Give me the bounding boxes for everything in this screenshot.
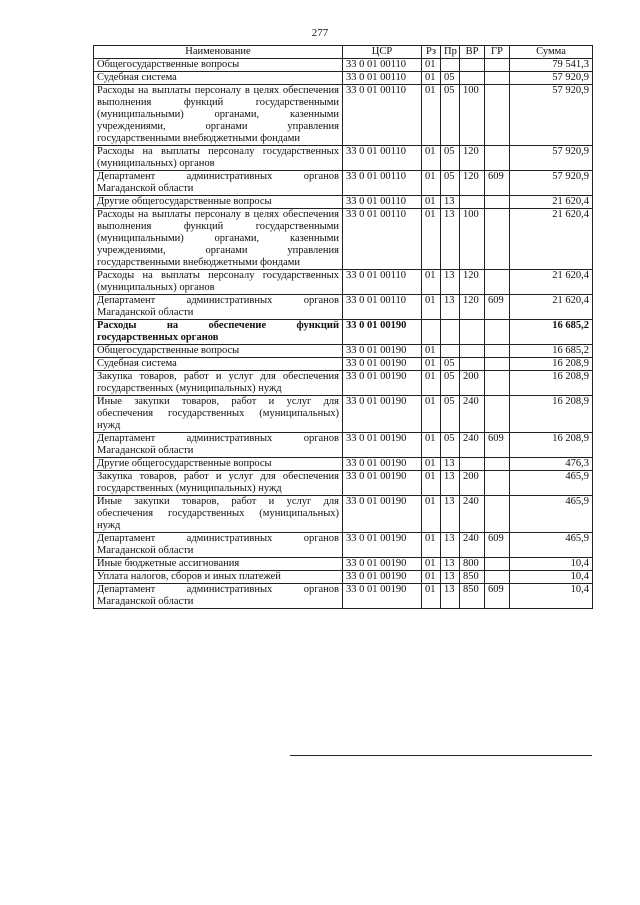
vr-cell: 850 bbox=[460, 584, 485, 609]
sum-cell: 21 620,4 bbox=[510, 270, 593, 295]
csr-cell: 33 0 01 00110 bbox=[343, 146, 422, 171]
rz-cell: 01 bbox=[422, 358, 441, 371]
rz-cell: 01 bbox=[422, 270, 441, 295]
csr-cell: 33 0 01 00190 bbox=[343, 471, 422, 496]
sum-cell: 16 685,2 bbox=[510, 345, 593, 358]
csr-cell: 33 0 01 00190 bbox=[343, 458, 422, 471]
header-csr: ЦСР bbox=[343, 46, 422, 59]
gr-cell bbox=[485, 345, 510, 358]
gr-cell bbox=[485, 358, 510, 371]
pr-cell bbox=[441, 59, 460, 72]
rz-cell bbox=[422, 320, 441, 345]
sum-cell: 21 620,4 bbox=[510, 295, 593, 320]
sum-cell: 10,4 bbox=[510, 558, 593, 571]
pr-cell: 13 bbox=[441, 270, 460, 295]
pr-cell: 13 bbox=[441, 496, 460, 533]
csr-cell: 33 0 01 00190 bbox=[343, 571, 422, 584]
pr-cell: 05 bbox=[441, 433, 460, 458]
table-row bbox=[94, 433, 593, 458]
gr-cell: 609 bbox=[485, 584, 510, 609]
footer-rule bbox=[290, 755, 592, 756]
rz-cell: 01 bbox=[422, 458, 441, 471]
sum-cell: 476,3 bbox=[510, 458, 593, 471]
csr-cell: 33 0 01 00110 bbox=[343, 171, 422, 196]
name-cell: Департамент административных органов Магаданской области bbox=[94, 295, 343, 320]
rz-cell: 01 bbox=[422, 295, 441, 320]
vr-cell bbox=[460, 458, 485, 471]
name-cell: Департамент административных органов Магаданской области bbox=[94, 433, 343, 458]
table-row bbox=[94, 85, 593, 146]
rz-cell: 01 bbox=[422, 558, 441, 571]
gr-cell bbox=[485, 146, 510, 171]
csr-cell: 33 0 01 00110 bbox=[343, 196, 422, 209]
rz-cell: 01 bbox=[422, 59, 441, 72]
csr-cell: 33 0 01 00190 bbox=[343, 345, 422, 358]
table-row bbox=[94, 396, 593, 433]
gr-cell bbox=[485, 85, 510, 146]
pr-cell: 13 bbox=[441, 458, 460, 471]
name-cell: Департамент административных органов Магаданской области bbox=[94, 171, 343, 196]
pr-cell: 13 bbox=[441, 471, 460, 496]
gr-cell bbox=[485, 496, 510, 533]
name-cell: Департамент административных органов Магаданской области bbox=[94, 533, 343, 558]
csr-cell: 33 0 01 00190 bbox=[343, 371, 422, 396]
rz-cell: 01 bbox=[422, 496, 441, 533]
pr-cell: 05 bbox=[441, 72, 460, 85]
header-pr: Пр bbox=[441, 46, 460, 59]
gr-cell bbox=[485, 196, 510, 209]
vr-cell: 200 bbox=[460, 471, 485, 496]
name-cell: Расходы на выплаты персоналу в целях обеспечения выполнения функций государственными (муниципальными) органами, казенными учреждениями, органами управления государственными внебюджетными фондами bbox=[94, 85, 343, 146]
sum-cell: 57 920,9 bbox=[510, 72, 593, 85]
vr-cell: 240 bbox=[460, 533, 485, 558]
table-row bbox=[94, 146, 593, 171]
sum-cell: 16 208,9 bbox=[510, 433, 593, 458]
header-gr: ГР bbox=[485, 46, 510, 59]
pr-cell: 13 bbox=[441, 209, 460, 270]
table-row bbox=[94, 209, 593, 270]
name-cell: Расходы на выплаты персоналу в целях обеспечения выполнения функций государственными (муниципальными) органами, казенными учреждениями, органами управления государственными внебюджетными фондами bbox=[94, 209, 343, 270]
page-number: 277 bbox=[311, 27, 329, 39]
csr-cell: 33 0 01 00110 bbox=[343, 270, 422, 295]
table-row bbox=[94, 345, 593, 358]
gr-cell bbox=[485, 59, 510, 72]
csr-cell: 33 0 01 00190 bbox=[343, 584, 422, 609]
sum-cell: 57 920,9 bbox=[510, 146, 593, 171]
header-rz: Рз bbox=[422, 46, 441, 59]
pr-cell bbox=[441, 320, 460, 345]
name-cell: Закупка товаров, работ и услуг для обеспечения государственных (муниципальных) нужд bbox=[94, 471, 343, 496]
csr-cell: 33 0 01 00110 bbox=[343, 72, 422, 85]
header-vr: ВР bbox=[460, 46, 485, 59]
sum-cell: 465,9 bbox=[510, 471, 593, 496]
sum-cell: 16 208,9 bbox=[510, 371, 593, 396]
pr-cell: 13 bbox=[441, 571, 460, 584]
name-cell: Уплата налогов, сборов и иных платежей bbox=[94, 571, 343, 584]
vr-cell: 850 bbox=[460, 571, 485, 584]
gr-cell: 609 bbox=[485, 533, 510, 558]
rz-cell: 01 bbox=[422, 533, 441, 558]
name-cell: Другие общегосударственные вопросы bbox=[94, 458, 343, 471]
name-cell: Судебная система bbox=[94, 358, 343, 371]
pr-cell bbox=[441, 345, 460, 358]
table-row bbox=[94, 571, 593, 584]
vr-cell: 120 bbox=[460, 295, 485, 320]
header-sum: Сумма bbox=[510, 46, 593, 59]
name-cell: Расходы на выплаты персоналу государственных (муниципальных) органов bbox=[94, 146, 343, 171]
table-row bbox=[94, 558, 593, 571]
sum-cell: 465,9 bbox=[510, 496, 593, 533]
name-cell: Закупка товаров, работ и услуг для обеспечения государственных (муниципальных) нужд bbox=[94, 371, 343, 396]
pr-cell: 05 bbox=[441, 146, 460, 171]
pr-cell: 05 bbox=[441, 171, 460, 196]
sum-cell: 10,4 bbox=[510, 571, 593, 584]
rz-cell: 01 bbox=[422, 584, 441, 609]
gr-cell bbox=[485, 270, 510, 295]
table-row bbox=[94, 196, 593, 209]
csr-cell: 33 0 01 00190 bbox=[343, 558, 422, 571]
vr-cell: 240 bbox=[460, 496, 485, 533]
pr-cell: 13 bbox=[441, 558, 460, 571]
vr-cell: 120 bbox=[460, 171, 485, 196]
rz-cell: 01 bbox=[422, 471, 441, 496]
name-cell: Иные бюджетные ассигнования bbox=[94, 558, 343, 571]
gr-cell bbox=[485, 571, 510, 584]
gr-cell bbox=[485, 471, 510, 496]
csr-cell: 33 0 01 00110 bbox=[343, 85, 422, 146]
gr-cell bbox=[485, 320, 510, 345]
pr-cell: 05 bbox=[441, 371, 460, 396]
gr-cell bbox=[485, 458, 510, 471]
table-row bbox=[94, 371, 593, 396]
vr-cell: 240 bbox=[460, 396, 485, 433]
gr-cell: 609 bbox=[485, 295, 510, 320]
header-name: Наименование bbox=[94, 46, 343, 59]
rz-cell: 01 bbox=[422, 433, 441, 458]
rz-cell: 01 bbox=[422, 196, 441, 209]
name-cell: Общегосударственные вопросы bbox=[94, 59, 343, 72]
pr-cell: 05 bbox=[441, 358, 460, 371]
gr-cell bbox=[485, 396, 510, 433]
sum-cell: 57 920,9 bbox=[510, 171, 593, 196]
rz-cell: 01 bbox=[422, 171, 441, 196]
rz-cell: 01 bbox=[422, 396, 441, 433]
rz-cell: 01 bbox=[422, 209, 441, 270]
sum-cell: 16 208,9 bbox=[510, 396, 593, 433]
pr-cell: 13 bbox=[441, 533, 460, 558]
table-row bbox=[94, 584, 593, 609]
pr-cell: 05 bbox=[441, 396, 460, 433]
gr-cell bbox=[485, 72, 510, 85]
gr-cell bbox=[485, 209, 510, 270]
csr-cell: 33 0 01 00190 bbox=[343, 433, 422, 458]
vr-cell bbox=[460, 345, 485, 358]
table-row bbox=[94, 471, 593, 496]
csr-cell: 33 0 01 00110 bbox=[343, 295, 422, 320]
vr-cell: 120 bbox=[460, 146, 485, 171]
vr-cell bbox=[460, 358, 485, 371]
csr-cell: 33 0 01 00110 bbox=[343, 209, 422, 270]
pr-cell: 13 bbox=[441, 196, 460, 209]
rz-cell: 01 bbox=[422, 571, 441, 584]
table-row bbox=[94, 59, 593, 72]
csr-cell: 33 0 01 00190 bbox=[343, 358, 422, 371]
table-row bbox=[94, 72, 593, 85]
sum-cell: 16 208,9 bbox=[510, 358, 593, 371]
rz-cell: 01 bbox=[422, 345, 441, 358]
vr-cell: 120 bbox=[460, 270, 485, 295]
table-row bbox=[94, 358, 593, 371]
sum-cell: 57 920,9 bbox=[510, 85, 593, 146]
name-cell: Другие общегосударственные вопросы bbox=[94, 196, 343, 209]
csr-cell: 33 0 01 00190 bbox=[343, 533, 422, 558]
vr-cell: 800 bbox=[460, 558, 485, 571]
name-cell: Иные закупки товаров, работ и услуг для обеспечения государственных (муниципальных) нужд bbox=[94, 396, 343, 433]
csr-cell: 33 0 01 00190 bbox=[343, 396, 422, 433]
rz-cell: 01 bbox=[422, 146, 441, 171]
table-body bbox=[94, 59, 593, 609]
table-row bbox=[94, 533, 593, 558]
vr-cell bbox=[460, 320, 485, 345]
name-cell: Иные закупки товаров, работ и услуг для обеспечения государственных (муниципальных) нужд bbox=[94, 496, 343, 533]
name-cell: Судебная система bbox=[94, 72, 343, 85]
csr-cell: 33 0 01 00110 bbox=[343, 59, 422, 72]
table-row bbox=[94, 171, 593, 196]
sum-cell: 16 685,2 bbox=[510, 320, 593, 345]
gr-cell bbox=[485, 371, 510, 396]
name-cell: Общегосударственные вопросы bbox=[94, 345, 343, 358]
pr-cell: 05 bbox=[441, 85, 460, 146]
csr-cell: 33 0 01 00190 bbox=[343, 496, 422, 533]
gr-cell bbox=[485, 558, 510, 571]
sum-cell: 79 541,3 bbox=[510, 59, 593, 72]
table-row bbox=[94, 295, 593, 320]
rz-cell: 01 bbox=[422, 72, 441, 85]
pr-cell: 13 bbox=[441, 295, 460, 320]
vr-cell: 240 bbox=[460, 433, 485, 458]
table-row bbox=[94, 270, 593, 295]
name-cell: Расходы на обеспечение функций государственных органов bbox=[94, 320, 343, 345]
gr-cell: 609 bbox=[485, 433, 510, 458]
rz-cell: 01 bbox=[422, 85, 441, 146]
table-row bbox=[94, 320, 593, 345]
pr-cell: 13 bbox=[441, 584, 460, 609]
sum-cell: 10,4 bbox=[510, 584, 593, 609]
csr-cell: 33 0 01 00190 bbox=[343, 320, 422, 345]
sum-cell: 21 620,4 bbox=[510, 209, 593, 270]
vr-cell bbox=[460, 59, 485, 72]
table-row bbox=[94, 496, 593, 533]
vr-cell: 100 bbox=[460, 85, 485, 146]
name-cell: Департамент административных органов Магаданской области bbox=[94, 584, 343, 609]
sum-cell: 21 620,4 bbox=[510, 196, 593, 209]
name-cell: Расходы на выплаты персоналу государственных (муниципальных) органов bbox=[94, 270, 343, 295]
vr-cell: 100 bbox=[460, 209, 485, 270]
header-row bbox=[94, 46, 593, 59]
gr-cell: 609 bbox=[485, 171, 510, 196]
vr-cell bbox=[460, 72, 485, 85]
table-row bbox=[94, 458, 593, 471]
budget-table bbox=[93, 45, 593, 609]
rz-cell: 01 bbox=[422, 371, 441, 396]
sum-cell: 465,9 bbox=[510, 533, 593, 558]
vr-cell: 200 bbox=[460, 371, 485, 396]
vr-cell bbox=[460, 196, 485, 209]
